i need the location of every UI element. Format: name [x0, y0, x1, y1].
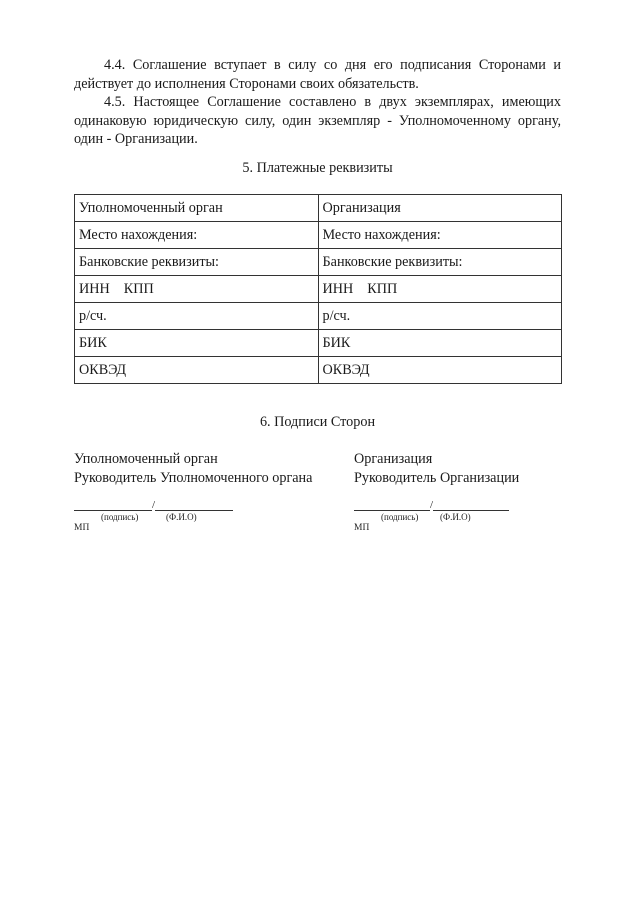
- inn-label: ИНН: [322, 280, 354, 297]
- table-row: [75, 357, 562, 384]
- signature-caption: (подпись): [381, 512, 419, 522]
- kpp-label: КПП: [123, 280, 154, 297]
- section-5-title: 5. Платежные реквизиты: [242, 160, 393, 176]
- table-row: [75, 222, 562, 249]
- table-row: [75, 276, 562, 303]
- signature-line-organization: /: [354, 497, 509, 511]
- table-row: [75, 303, 562, 330]
- right-cell: Место нахождения:: [318, 222, 562, 249]
- signature-blank: [354, 497, 430, 511]
- section-6-title: 6. Подписи Сторон: [259, 414, 376, 430]
- party-name: Организация: [354, 451, 433, 467]
- kpp-label: КПП: [367, 280, 398, 297]
- left-cell: р/сч.: [75, 303, 319, 330]
- right-cell: Банковские реквизиты:: [318, 249, 562, 276]
- name-blank: [155, 497, 233, 511]
- left-cell: БИК: [75, 330, 319, 357]
- right-cell: Организация: [318, 195, 562, 222]
- signer-role: Руководитель Организации: [354, 470, 520, 486]
- table-row: [75, 330, 562, 357]
- signature-caption: (подпись): [101, 512, 139, 522]
- right-cell: БИК: [318, 330, 562, 357]
- right-cell: р/сч.: [318, 303, 562, 330]
- left-cell: Уполномоченный орган: [75, 195, 319, 222]
- left-cell: Банковские реквизиты:: [75, 249, 319, 276]
- name-caption: (Ф.И.О): [440, 512, 471, 522]
- clause-4-5: 4.5. Настоящее Соглашение составлено в двух экземплярах, имеющих одинаковую юридическую силу, один экземпляр - Уполномоченному органу, один - Организации.: [74, 94, 561, 148]
- name-caption: (Ф.И.О): [166, 512, 197, 522]
- left-cell: ОКВЭД: [75, 357, 319, 384]
- table-row: [75, 195, 562, 222]
- left-cell: Место нахождения:: [75, 222, 319, 249]
- signature-block-authority: [74, 450, 312, 488]
- payment-details-table: [74, 194, 562, 384]
- left-cell: [75, 276, 319, 303]
- signer-role: Руководитель Уполномоченного органа: [74, 470, 313, 486]
- party-name: Уполномоченный орган: [74, 451, 218, 467]
- stamp-label: МП: [354, 523, 370, 533]
- right-cell: [318, 276, 562, 303]
- stamp-label: МП: [74, 523, 90, 533]
- signature-blank: [74, 497, 152, 511]
- right-cell: ОКВЭД: [318, 357, 562, 384]
- signature-line-authority: /: [74, 497, 233, 511]
- name-blank: [433, 497, 509, 511]
- clause-4-4: 4.4. Соглашение вступает в силу со дня его подписания Сторонами и действует до исполнения Сторонами своих обязательств.: [74, 57, 561, 92]
- inn-label: ИНН: [79, 280, 110, 297]
- table-row: [75, 249, 562, 276]
- signature-block-organization: [354, 450, 519, 488]
